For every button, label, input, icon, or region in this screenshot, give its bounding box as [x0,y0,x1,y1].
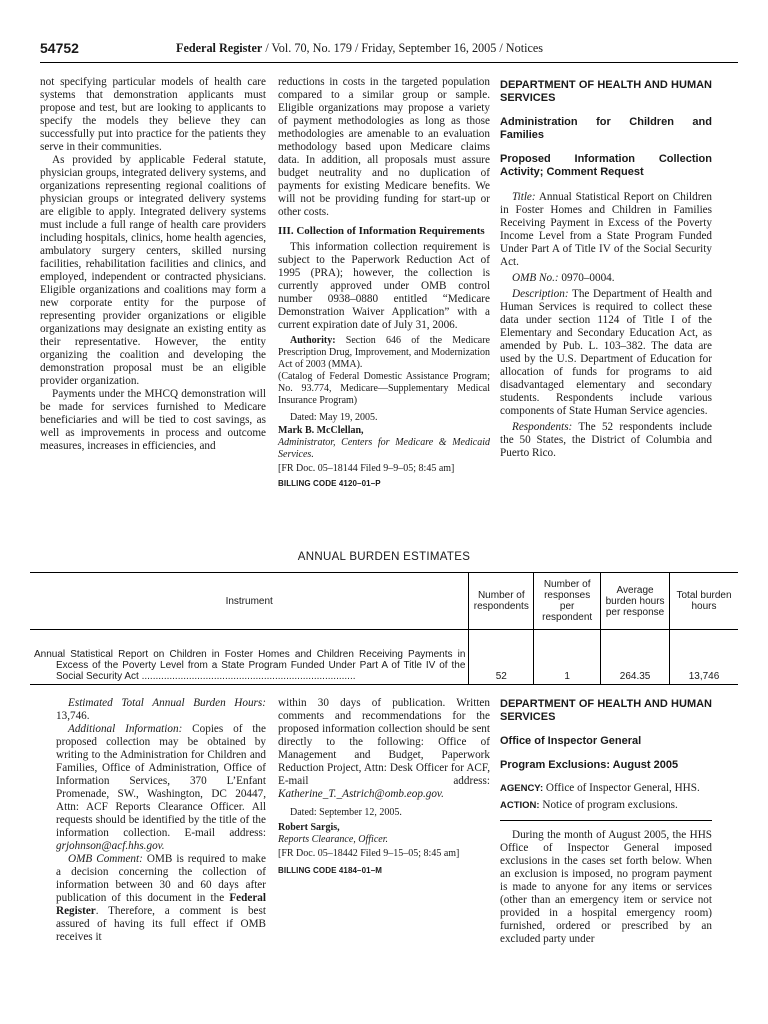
omb-comment-text-a: OMB is required to make a decision concerning the collection of information between 30 and 60 days after publication of this document in the [56,853,266,904]
additional-information [56,723,266,853]
publication-name: Federal Register [176,41,263,55]
column-header: Number of responses per respondent [534,573,601,630]
avg-hours-cell: 264.35 [601,630,670,685]
paragraph: not specifying particular models of health care systems that demonstration applicants must propose and test, but are looking to applicants to specify the models they believe they can successfully put into practice for the patients they serve in their communities. [40,76,266,153]
subject-heading: Program Exclusions: August 2005 [500,759,679,771]
agency-line [500,782,712,795]
section-heading: III. Collection of Information Requirements [278,225,485,237]
column-6 [500,698,712,946]
billing-code: BILLING CODE 4120–01–P [278,479,381,488]
department-heading: DEPARTMENT OF HEALTH AND HUMAN SERVICES [500,698,712,723]
action-label: ACTION: [500,800,540,811]
column-3 [500,79,712,460]
estimated-text: 13,746. [56,710,90,722]
header-rule [40,62,738,63]
column-4 [56,697,266,944]
omb-label: OMB No.: [512,272,559,284]
column-header: Average burden hours per response [601,573,670,630]
description-text: The Department of Health and Human Services is required to collect these data under section 1124 of Title I of the Elementary and Secondary Education Act, as amended by Pub. L. 103–382. The data are used by the U.S. Department of Education for allocation of funds for programs to aid disadvantaged elementary and secondary students. Respondents include various components of State Human Service agencies. [500,288,712,417]
estimated-label: Estimated Total Annual Burden Hours: [68,697,266,709]
federal-register-name: Federal Register [56,892,266,917]
respondents-text: The 52 respondents include the 50 States, the District of Columbia and Puerto Rico. [500,421,712,459]
respondents-cell: 52 [469,630,534,685]
signer-title: Reports Clearance, Officer. [278,834,388,845]
authority-text: Section 646 of the Medicare Prescription Drug, Improvement, and Modernization Act of 2003 (MMA). [278,335,490,370]
total-hours-cell: 13,746 [670,630,738,685]
header-issue: / Vol. 70, No. 179 / Friday, September 16, 2005 / Notices [262,41,544,55]
action-text: Notice of program exclusions. [539,799,678,811]
title-paragraph [500,191,712,269]
responses-cell: 1 [534,630,601,685]
paragraph: During the month of August 2005, the HHS Office of Inspector General imposed exclusions in the cases set forth below. When an exclusion is imposed, no program payment is made to anyone for any items or services (other than an emergency item or service not provided in a hospital emergency room) furnished, ordered or prescribed by an excluded party under [500,829,712,945]
paragraph [278,697,490,801]
omb-comment-text-b: . Therefore, a comment is best assured of having its full effect if OMB receives it [56,905,266,943]
agency-text: Office of Inspector General, HHS. [543,782,700,794]
department-heading: DEPARTMENT OF HEALTH AND HUMAN SERVICES [500,79,712,104]
description-paragraph [500,288,712,418]
dated-line: Dated: May 19, 2005. [290,412,378,423]
estimated-burden [56,697,266,723]
paragraph: Payments under the MHCQ demonstration will be made for services furnished to Medicare beneficiaries and will be tied to cost savings, as well as improvements in process and outcome measures, increases in efficiencies, and [40,388,266,452]
description-label: Description: [512,288,569,300]
signer-name: Robert Sargis, [278,822,340,833]
column-header: Number of respondents [469,573,534,630]
billing-code: BILLING CODE 4184–01–M [278,866,383,875]
omb-text: 0970–0004. [558,272,615,284]
omb-comment [56,853,266,944]
annual-burden-table [30,572,738,685]
action-line [500,799,712,812]
table-title: ANNUAL BURDEN ESTIMATES [297,551,471,563]
agency-label: AGENCY: [500,783,544,794]
paragraph: reductions in costs in the targeted population compared to a similar group or sample. Eligible organizations may propose a variety of payment methodologies as long as those methodologies are amenable to an evaluation methodology based upon Medicare claims data. In addition, all proposals must assure budget neutrality and no duplication of payments for existing Medicare benefits. We will not be providing funding for start-up or other costs. [278,76,490,218]
respondents-label: Respondents: [512,421,573,433]
acf-email-link[interactable]: grjohnson@acf.hhs.gov. [56,840,165,852]
signer-title: Administrator, Centers for Medicare & Medicaid Services. [278,437,490,460]
fr-doc-line: [FR Doc. 05–18442 Filed 9–15–05; 8:45 am] [278,848,460,859]
column-5 [278,697,490,877]
header-citation [176,41,543,56]
authority-label: Authority: [290,335,336,346]
subject-heading: Proposed Information Collection Activity; Comment Request [500,153,712,178]
table-header-row [30,573,738,630]
section-divider [500,820,712,821]
paragraph: This information collection requirement is subject to the Paperwork Reduction Act of 1995 (PRA); however, the collection is currently approved under OMB control number 0938–0880 entitled “Medicare Demonstration Waiver Application” with a current expiration date of July 31, 2006. [278,241,490,331]
signer-name: Mark B. McClellan, [278,425,364,436]
paragraph-text: within 30 days of publication. Written comments and recommendations for the proposed information collection should be sent directly to the following: Office of Management and Budget, Paperwork Reduction Project, Attn: Desk Officer for ACF, E-mail address: [278,697,490,787]
column-header: Instrument [30,573,469,630]
additional-text: Copies of the proposed collection may be obtained by writing to the Administration for Children and Families, Office of Administration, Office of Information Services, 370 L’Enfant Promenade, SW., Washington, DC 20447, Attn: ACF Reports Clearance Officer. All requests should be identified by the title of the information collection. E-mail address: [56,723,266,839]
column-1 [40,76,266,453]
fr-doc-line: [FR Doc. 05–18144 Filed 9–9–05; 8:45 am] [278,463,455,474]
paragraph: As provided by applicable Federal statute, physician groups, integrated delivery systems, and organizations representing regional coalitions of physician groups or integrated delivery systems are eligible to apply. Integrated delivery systems must include a full range of health care providers including hospitals, clinics, home health agencies, ambulatory surgery centers, skilled nursing facilities, rehabilitation facilities and clinics, and employed, independent or contracted physicians. Eligible organizations and coalitions may form a new corporate entity for the purpose of representing provider organizations or eligible organizations may designate an existing entity as their representative. However, the entity organizing the coalition and developing the demonstration proposal must be an eligible provider organization. [40,154,266,387]
agency-heading: Administration for Children and Families [500,116,712,141]
table-row [30,630,738,685]
page-header [40,40,730,62]
omb-number [500,272,712,285]
column-2 [278,76,490,490]
office-heading: Office of Inspector General [500,735,642,747]
title-label: Title: [512,191,536,203]
omb-comment-label: OMB Comment: [68,853,143,865]
respondents-paragraph [500,421,712,460]
title-text: Annual Statistical Report on Children in Foster Homes and Children in Families Receiving Payment in Excess of the Poverty Income Level from a State Program Funded Under Part A of Title IV of the Social Security Act. [500,191,712,268]
authority-note [278,335,490,371]
dated-line: Dated: September 12, 2005. [290,807,402,818]
page-number: 54752 [40,40,79,56]
instrument-cell: Annual Statistical Report on Children in Foster Homes and Children Receiving Payments in Excess of the Poverty Level from a State Program Funded Under Part A of Title IV of the Social Security Act ............................................................................. [30,630,469,685]
catalog-note: (Catalog of Federal Domestic Assistance Program; No. 93.774, Medicare—Supplementary Medical Insurance Program) [278,371,490,406]
column-header: Total burden hours [670,573,738,630]
omb-email-link[interactable]: Katherine_T._Astrich@omb.eop.gov. [278,788,444,800]
additional-label: Additional Information: [68,723,183,735]
